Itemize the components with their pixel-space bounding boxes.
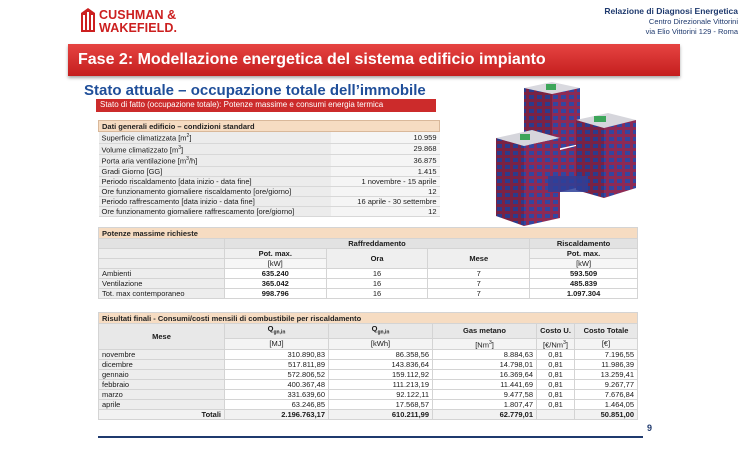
general-data-row [99, 206, 440, 216]
totals-mj: 2.196.763,17 [225, 410, 329, 420]
results-gas: 14.798,01 [433, 360, 537, 370]
results-kwh: 143.836,64 [329, 360, 433, 370]
totals-ct: 50.851,00 [575, 410, 638, 420]
power-heading: Potenze massime richieste [99, 228, 638, 239]
general-data-label-suffix: ] [189, 133, 192, 143]
logo-line-1: CUSHMAN & [99, 8, 177, 22]
power-mese-value: 7 [428, 279, 530, 289]
cooling-group-header: Raffreddamento [224, 239, 529, 249]
results-gas: 11.441,69 [433, 380, 537, 390]
unit-nm3 [433, 338, 537, 350]
power-heating-value: 593.509 [530, 269, 638, 279]
power-cooling-value: 635.240 [224, 269, 326, 279]
heating-group-header: Riscaldamento [530, 239, 638, 249]
general-data-label-text: Ore funzionamento giornaliere raffrescamento [ore/giorno] [101, 206, 295, 216]
results-month: aprile [99, 400, 225, 410]
col-pot-max-heating: Pot. max. [530, 249, 638, 259]
results-costo-unitario: 0,81 [537, 380, 575, 390]
results-month: gennaio [99, 370, 225, 380]
general-data-value: 29.868 [331, 143, 440, 155]
results-table [98, 312, 638, 420]
general-data-label-text: Periodo riscaldamento [data inizio - data fine] [101, 176, 252, 186]
general-data-label-sup: 3 [178, 144, 181, 151]
results-row [99, 350, 638, 360]
results-row [99, 400, 638, 410]
general-data-value: 16 aprile - 30 settembre [331, 196, 440, 206]
general-data-label [99, 206, 331, 216]
general-data-label-text: Gradi Giorno [GG] [101, 166, 163, 176]
results-costo-unitario: 0,81 [537, 360, 575, 370]
general-data-value: 12 [331, 186, 440, 196]
general-data-row [99, 143, 440, 155]
power-mese-value: 7 [428, 289, 530, 299]
general-data-row [99, 166, 440, 176]
power-blank-cell [99, 249, 225, 259]
q-mj-symbol: Q [267, 324, 274, 333]
general-data-label [99, 132, 331, 144]
logo-wordmark [99, 9, 177, 35]
totals-kwh: 610.211,99 [329, 410, 433, 420]
results-mj: 572.806,52 [225, 370, 329, 380]
results-mj: 400.367,48 [225, 380, 329, 390]
results-heading: Risultati finali - Consumi/costi mensili di combustibile per riscaldamento [99, 313, 638, 324]
power-heating-value: 1.097.304 [530, 289, 638, 299]
power-row-label: Ambienti [99, 269, 225, 279]
general-data-value: 12 [331, 206, 440, 216]
general-data-label-text: Ore funzionamento giornaliere riscaldamento [ore/giorno] [101, 186, 292, 196]
general-data-value: 1 novembre - 15 aprile [331, 176, 440, 186]
general-data-label [99, 155, 331, 167]
results-kwh: 86.358,56 [329, 350, 433, 360]
unit-kw-heating: [kW] [530, 259, 638, 269]
general-data-label-sup: 2 [186, 133, 190, 139]
results-kwh: 111.213,19 [329, 380, 433, 390]
col-q-kwh [329, 324, 433, 339]
general-data-label [99, 166, 331, 176]
general-data-label-text: Superficie climatizzata [m [101, 133, 187, 143]
unit-eur-nm3 [537, 338, 575, 350]
general-data-label-suffix: ] [180, 145, 184, 154]
results-month: marzo [99, 390, 225, 400]
general-data-value: 10.959 [331, 132, 440, 144]
power-ora-value: 16 [326, 289, 428, 299]
results-costo-totale: 1.464,05 [575, 400, 638, 410]
unit-eur-nm3-sup: 3 [563, 339, 566, 346]
results-costo-unitario: 0,81 [537, 390, 575, 400]
general-data-row [99, 176, 440, 186]
power-empty-header [99, 239, 225, 249]
totals-cu-blank [537, 410, 575, 420]
col-costo-totale: Costo Totale [575, 324, 638, 339]
results-gas: 8.884,63 [433, 350, 537, 360]
col-pot-max-cooling: Pot. max. [224, 249, 326, 259]
power-heating-value: 485.839 [530, 279, 638, 289]
results-costo-totale: 13.259,41 [575, 370, 638, 380]
general-data-label [99, 143, 331, 155]
power-row-label: Tot. max contemporaneo [99, 289, 225, 299]
general-data-section [98, 120, 440, 217]
results-mj: 517.811,89 [225, 360, 329, 370]
results-row [99, 370, 638, 380]
unit-eur-nm3-post: ] [565, 340, 568, 349]
section-banner [96, 99, 436, 112]
col-gas-metano: Gas metano [433, 324, 537, 339]
results-month: febbraio [99, 380, 225, 390]
unit-eur: [€] [575, 338, 638, 350]
power-cooling-value: 365.042 [224, 279, 326, 289]
results-mj: 310.890,83 [225, 350, 329, 360]
power-section [98, 227, 638, 299]
page-number: 9 [647, 423, 653, 433]
report-title: Relazione di Diagnosi Energetica [604, 6, 738, 16]
results-mj: 331.639,60 [225, 390, 329, 400]
general-data-label-text: Periodo raffrescamento [data inizio - data fine] [101, 196, 255, 206]
unit-kwh: [kWh] [329, 338, 433, 350]
general-data-heading: Dati generali edificio – condizioni standard [99, 121, 440, 132]
results-month: dicembre [99, 360, 225, 370]
results-costo-totale: 7.196,55 [575, 350, 638, 360]
results-kwh: 159.112,92 [329, 370, 433, 380]
footer-divider [98, 436, 643, 438]
unit-nm3-sup: 3 [488, 339, 492, 346]
power-mese-value: 7 [428, 269, 530, 279]
totals-row [99, 410, 638, 420]
general-data-label [99, 186, 331, 196]
section-banner-text: Stato di fatto (occupazione totale): Potenze massime e consumi energia termica [100, 100, 384, 109]
results-costo-totale: 7.676,84 [575, 390, 638, 400]
results-row [99, 390, 638, 400]
power-blank-cell-2 [99, 259, 225, 269]
results-gas: 9.477,58 [433, 390, 537, 400]
results-costo-unitario: 0,81 [537, 350, 575, 360]
results-gas: 1.807,47 [433, 400, 537, 410]
general-data-row [99, 196, 440, 206]
totals-gas: 62.779,01 [433, 410, 537, 420]
power-row [99, 279, 638, 289]
results-kwh: 17.568,57 [329, 400, 433, 410]
results-month: novembre [99, 350, 225, 360]
power-cooling-value: 998.796 [224, 289, 326, 299]
results-row [99, 380, 638, 390]
unit-eur-nm3-pre: [€/Nm [543, 340, 564, 349]
power-ora-value: 16 [326, 279, 428, 289]
power-ora-value: 16 [326, 269, 428, 279]
general-data-label-text: Volume climatizzato [m [101, 145, 179, 154]
q-kwh-subscript: gn,in [377, 329, 390, 336]
general-data-table [98, 120, 440, 217]
results-mj: 63.246,85 [225, 400, 329, 410]
general-data-label [99, 176, 331, 186]
unit-kw-cooling: [kW] [224, 259, 326, 269]
col-ora: Ora [326, 249, 428, 269]
unit-nm3-post: ] [491, 340, 494, 349]
unit-mj: [MJ] [225, 338, 329, 350]
company-logo [80, 6, 210, 40]
results-costo-totale: 11.986,39 [575, 360, 638, 370]
q-kwh-symbol: Q [371, 324, 378, 333]
general-data-label-suffix: /h] [188, 156, 198, 166]
logo-mark-icon [80, 7, 96, 33]
power-table [98, 227, 638, 299]
col-mese-results: Mese [99, 324, 225, 350]
results-kwh: 92.122,11 [329, 390, 433, 400]
results-costo-unitario: 0,81 [537, 370, 575, 380]
power-row [99, 289, 638, 299]
report-address: via Elio Vittorini 129 - Roma [645, 27, 738, 36]
slide-subtitle: Stato attuale – occupazione totale dell’immobile [84, 82, 426, 99]
report-building: Centro Direzionale Vittorini [648, 17, 738, 26]
general-data-label-sup: 3 [186, 156, 189, 162]
slide-title-bar [68, 44, 680, 76]
slide-title: Fase 2: Modellazione energetica del sistema edificio impianto [78, 51, 546, 68]
results-row [99, 360, 638, 370]
col-costo-unitario: Costo U. [537, 324, 575, 339]
general-data-row [99, 186, 440, 196]
results-section [98, 312, 638, 420]
power-row-label: Ventilazione [99, 279, 225, 289]
results-costo-unitario: 0,81 [537, 400, 575, 410]
results-gas: 16.369,64 [433, 370, 537, 380]
building-3d-model-image [488, 80, 640, 228]
general-data-row [99, 132, 440, 144]
logo-line-2: WAKEFIELD. [99, 21, 178, 35]
general-data-label-text: Porta aria ventilazione [m [101, 156, 187, 166]
general-data-value: 1.415 [331, 166, 440, 176]
general-data-value: 36.875 [331, 155, 440, 167]
report-header [604, 6, 738, 37]
totals-label: Totali [99, 410, 225, 420]
general-data-label [99, 196, 331, 206]
unit-nm3-pre: [Nm [475, 340, 489, 349]
results-costo-totale: 9.267,77 [575, 380, 638, 390]
general-data-row [99, 155, 440, 167]
power-row [99, 269, 638, 279]
col-mese: Mese [428, 249, 530, 269]
col-q-mj [225, 324, 329, 339]
q-mj-subscript: gn,in [273, 329, 286, 336]
